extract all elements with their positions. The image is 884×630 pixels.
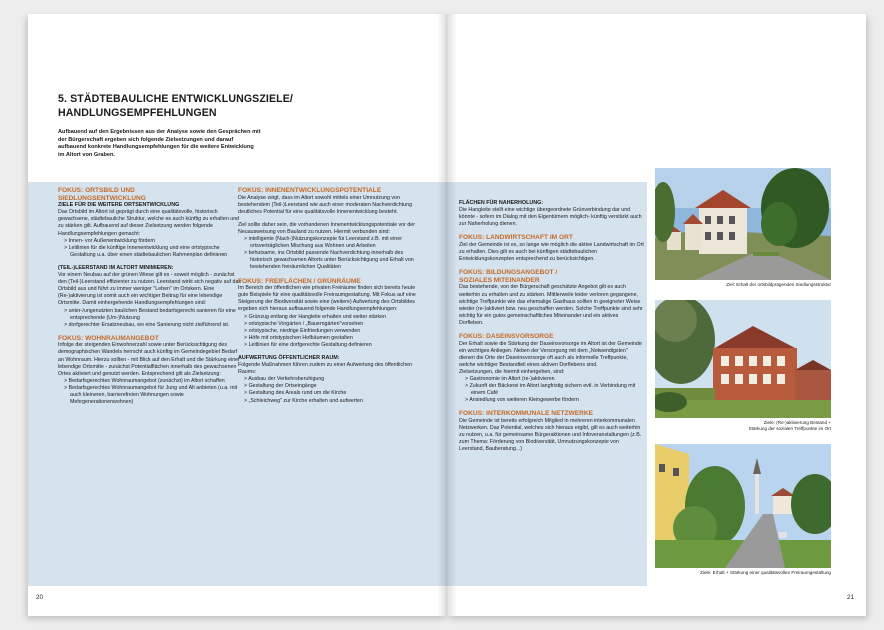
green-road-photo [655, 444, 831, 568]
paragraph: Ziel sollte daher sein, die vorhandenen Innenentwicklungspotentiale vor der Neuausweisung von Bauland zu nutzen. Hiermit verbunden sind: [238, 221, 415, 235]
bullet-item: > Gastronomie im Altort (re-)aktivieren [465, 376, 555, 383]
bullet-item: > unter-/ungenutzten baulichen Bestand bedarfsgerecht sanieren für eine entsprechende (Um-)Nutzung [64, 307, 236, 321]
bullet-item: > ortstypische, niedrige Einfriedungen verwenden [244, 327, 361, 334]
section-heading: FOKUS: BILDUNGSANGEBOT / [459, 269, 558, 277]
left-page [28, 14, 447, 616]
bullet-item: > Gestaltung der Ortseingänge [244, 383, 317, 390]
bullet-item: > Leitlinien für eine dorfgerechte Gestaltung definieren [244, 341, 372, 348]
bullet-item: > Ausbau der Verkehrsberuhigung [244, 376, 325, 383]
paragraph: Die Analyse zeigt, dass im Altort sowohl mittels einer Umnutzung von bestehendem (Teil-)Leerstand wie auch einer moderaten Nachverdichtung deutliches Potential für eine qualitätsvolle Innenentwicklung besteht. [238, 194, 413, 215]
section-heading: SOZIALES MITEINANDER [459, 276, 540, 284]
sub-heading: FLÄCHEN FÜR NAHERHOLUNG: [459, 200, 544, 206]
paragraph: Zielsetzungen, die hiermit einhergehen, sind: [459, 368, 565, 375]
paragraph: Folgende Maßnahmen führen zudem zu einer Aufwertung des öffentlichen Raums: [238, 362, 412, 376]
page-number: 21 [847, 594, 854, 601]
sub-heading: AUFWERTUNG ÖFFENTLICHER RAUM: [238, 354, 340, 361]
bullet-item: > Zukunft der Bäckerei im Altort langfristig sichern evtl. in Verbindung mit einem Café [465, 383, 636, 397]
section-heading: FOKUS: INNENENTWICKLUNGSPOTENTIALE [238, 187, 382, 194]
sub-heading: (TEIL-)LEERSTAND IM ALTORT MINIMIEREN: [58, 264, 174, 271]
paragraph: Die Gemeinde ist bereits erfolgreich Mitglied in mehreren interkommunalen Netzwerken. Das Potential, welches sich hieraus ergibt, gilt es auch weiterhin zu nutzen, u.a. für gemeinsame Bürgeraktionen und Infoveranstaltungen (z.B. zum Thema: Förderung von Biodiversität, Umnutzungskonzepte von Leerstand, Bauberatung...) [459, 418, 642, 453]
paragraph: Die Hangleite stellt eine wichtige übergeordnete Grünverbindung dar und könnte - sofern im Dialog mit den Eigentümern möglich- künftig verstärkt auch zur Naherholung dienen. [459, 207, 642, 228]
section-heading: FOKUS: LANDWIRTSCHAFT IM ORT [459, 234, 573, 242]
bullet-item: > Bedarfsgerechtes Wohnraumangebot (zunächst) im Altort schaffen [64, 377, 225, 384]
bullet-item: > dorfgerechter Ersatzneubau, wo eine Sanierung nicht zielführend ist. [64, 321, 230, 328]
section-heading: FOKUS: ORTSBILD UND [58, 187, 135, 194]
bullet-item: > Leitlinien für die künftige Innenentwicklung und eine ortstypische Gestaltung u.a. über einen städtebaulichen Rahmenplan definieren [64, 244, 228, 258]
bullet-item: > Innen- vor Außenentwicklung fördern [64, 237, 156, 244]
bullet-item: > Höfe mit ortstypischen Hofbäumen gestalten [244, 334, 353, 341]
bullet-item: > Grünzug entlang der Hangleite erhalten und weiter stärken [244, 313, 387, 320]
paragraph: Das Ortsbild im Altort ist geprägt durch eine qualitätsvolle, historisch gewachsene, städtebauliche Struktur, welche es auch künftig zu erhalten und zu stärken gilt. Aufbauend auf dieser Zielsetzung werden folgende Handlungsempfehlungen gemacht: [58, 209, 240, 237]
paragraph: Im Bereich der öffentlichen wie privaten Freiräume finden sich bereits heute gute Beispiele für eine qualitätsvolle Freiraumgestaltung. Mit Fokus auf eine Steigerung der Biodiversität sowie eine (weitere) Aufwertung des Ortsbildes ergeben sich hieraus aufbauend folgende Handlungsempfehlungen: [238, 285, 416, 313]
sub-heading: ZIELE FÜR DIE WEITERE ORTSENTWICKLUNG [58, 202, 180, 209]
section-heading: FOKUS: FREIFLÄCHEN / GRÜNRÄUME [238, 277, 361, 285]
page-number: 20 [36, 594, 43, 601]
photo-caption: Ziele: (Re-)aktivierung Bestand + Stärkung der sozialen Treffpunkte im Ort [748, 420, 831, 432]
paragraph: Das bestehende, von der Bürgerschaft geschätzte Angebot gilt es auch weiterhin zu erhalten und zu stärken. Mittlerweile leider verloren gegangene, wichtige Treffpunkte wie das ehemalige Gasthaus sollten in geeigneter Weise wieder (re-)aktiviert bzw. neu geschaffen werden. Solche Treffpunkte sind sehr wichtig für ein gutes gemeinschaftliches Miteinander und ein aktives Dorfleben. [459, 284, 643, 326]
left-column-1 [58, 187, 244, 406]
bullet-item: > Ansiedlung von weiteren Kleingewerbe fördern [465, 397, 579, 404]
page-title: 5. STÄDTEBAULICHE ENTWICKLUNGSZIELE/ HANDLUNGSEMPFEHLUNGEN [58, 93, 293, 119]
paragraph: Vor einem Neubau auf der grünen Wiese gilt es - soweit möglich - zunächst den (Teil-)Leerstand effizienter zu nutzen. Leerstand wirkt sich negativ auf das Ortsbild aus und führt zu immer weniger "Leben" im Ortskern. Eine (Re-)aktivierung ist somit auch ein wichtiger Beitrag für eine lebendige Ortsmitte. Damit einhergehende Handlungsempfehlungen sind: [58, 272, 242, 307]
bullet-item: > behutsame, ins Ortsbild passende Nachverdichtung innerhalb des historisch gewachsenen Altorts unter Berücksichtigung und Erhalt von bestehenden freiräumlichen Qualitäten [244, 250, 414, 271]
paragraph: Ziel der Gemeinde ist es, so lange wie möglich die aktive Landwirtschaft im Ort zu erhalten. Dies gilt es auch bei künftigen städtebaulichen Entwicklungskonzepten entsprechend zu berücksichtigen. [459, 241, 644, 263]
section-heading: FOKUS: WOHNRAUMANGEBOT [58, 334, 159, 342]
left-column-2 [238, 187, 424, 405]
bullet-item: > Gestaltung des Areals rund um die Kirche [244, 390, 347, 397]
street-photo [655, 168, 831, 280]
right-column [459, 200, 644, 454]
bullet-item: > ortstypische Vorgärten / „Bauerngärten"vorsehen [244, 320, 364, 327]
bullet-item: > intelligente (Nach-)Nutzungskonzepte für Leerstand z.B. mit einer ortsverträglichen Mischung aus Wohnen und Arbeiten [244, 236, 402, 250]
section-heading: FOKUS: DASEINSVORSORGE [459, 333, 554, 340]
intro-paragraph: Aufbauend auf den Ergebnissen aus der Analyse sowie den Gesprächen mit der Bürgerschaft ergeben sich folgende Zielsetzungen und darauf aufbauend konkrete Handlungsempfehlungen für die weitere Entwicklung im Altort von Graben. [58, 129, 261, 158]
section-heading: SIEDLUNGSENTWICKLUNG [58, 194, 146, 202]
book-gutter [437, 14, 457, 616]
paragraph: Infolge der steigenden Einwohnerzahl sowie unter Berücksichtigung des demographischen Wandels herrscht auch künftig im Gemeindegebiet Bedarf an Wohnraum. Hierzu sollten - mit Blick auf den Erhalt und die Stärkung einer lebendige Ortsmitte - zunächst Potentialflächen innerhalb des gewachsenen Ortes aktiviert und genutzt werden. Entsprechend gilt als Zielsetzung: [58, 342, 240, 377]
building-photo [655, 300, 831, 418]
bullet-item: > Bedarfsgerechtes Wohnraumangebot für Jung und Alt anbieten (u.a. mit auch kleineren, barrierefreien Wohnungen sowie Mehrgenerationenwohnen) [64, 384, 238, 406]
paragraph: Der Erhalt sowie die Stärkung der Daseinsvorsorge im Altort ist der Gemeinde ein wichtiges Anliegen. Neben der Versorgung mit dem „Notwendigsten" dienen die Orte der Daseinsvorsorge oft auch als informelle Treffpunkte, welche wichtiger Bestandteil eines aktiven Dorflebens sind. [459, 340, 642, 368]
photo-caption: Ziele: Erhalt + Stärkung einer qualitätsvollen Freiraumgestaltung [700, 570, 831, 575]
section-heading: FOKUS: INTERKOMMUNALE NETZWERKE [459, 410, 594, 418]
right-page [447, 14, 866, 616]
photo-caption: Ziel: Erhalt der ortsbildprägenden Siedlungsstruktur [726, 282, 831, 287]
bullet-item: > „Schleichweg" zur Kirche erhalten und aufwerten [244, 397, 363, 404]
